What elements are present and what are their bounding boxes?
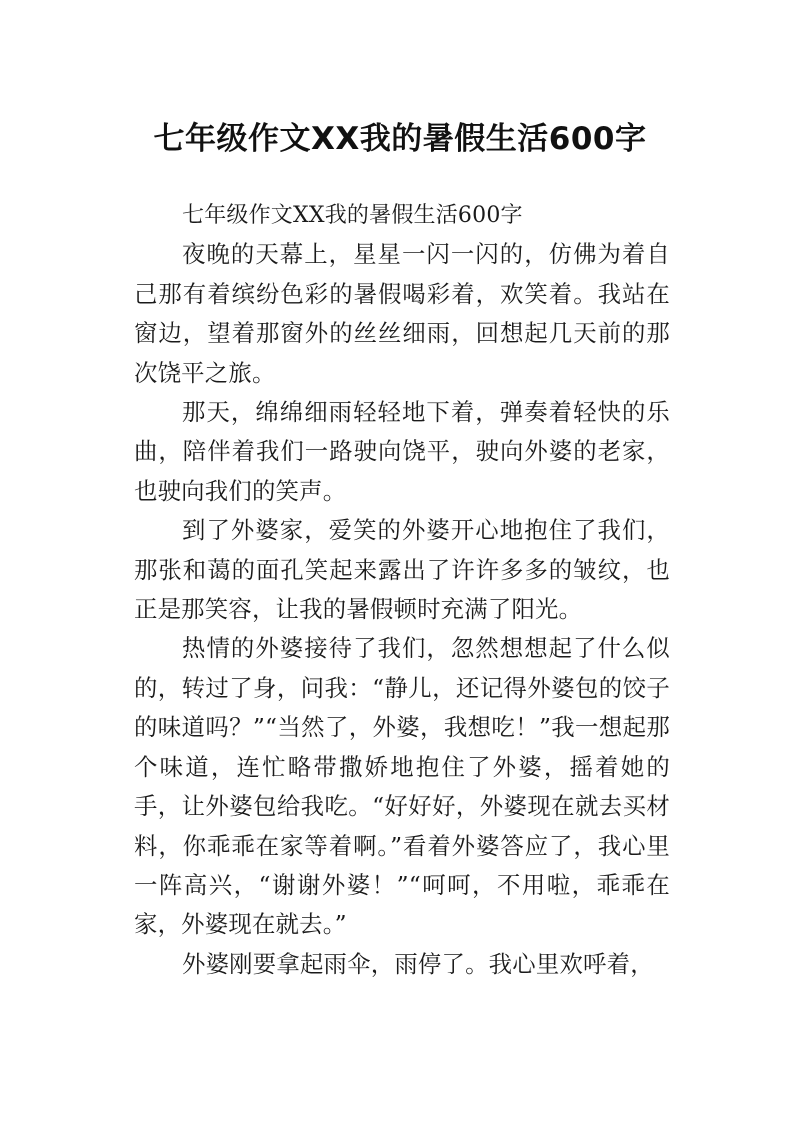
- paragraph: 到了外婆家，爱笑的外婆开心地抱住了我们，那张和蔼的面孔笑起来露出了许许多多的皱纹，也正是那笑容，让我的暑假顿时充满了阳光。: [134, 516, 670, 624]
- document-body: [134, 196, 670, 984]
- paragraph-subtitle: 七年级作文XX我的暑假生活600字: [182, 203, 523, 228]
- document-title: 七年级作文XX我的暑假生活600字: [153, 120, 647, 157]
- paragraph: 热情的外婆接待了我们，忽然想想起了什么似的，转过了身，问我：“静儿，还记得外婆包的饺子的味道吗？”“当然了，外婆，我想吃！”我一想起那个味道，连忙略带撒娇地抱住了外婆，摇着她的手，让外婆包给我吃。“好好好，外婆现在就去买材料，你乖乖在家等着啊。”看着外婆答应了，我心里一阵高兴，“谢谢外婆！”“呵呵，不用啦，乖乖在家，外婆现在就去。”: [134, 634, 670, 939]
- paragraph: 外婆刚要拿起雨伞，雨停了。我心里欢呼着，: [182, 949, 654, 978]
- paragraph: 那天，绵绵细雨轻轻地下着，弹奏着轻快的乐曲，陪伴着我们一路驶向饶平，驶向外婆的老家，也驶向我们的笑声。: [134, 398, 670, 505]
- paragraph: 夜晚的天幕上，星星一闪一闪的，仿佛为着自己那有着缤纷色彩的暑假喝彩着，欢笑着。我站在窗边，望着那窗外的丝丝细雨，回想起几天前的那次饶平之旅。: [134, 240, 670, 387]
